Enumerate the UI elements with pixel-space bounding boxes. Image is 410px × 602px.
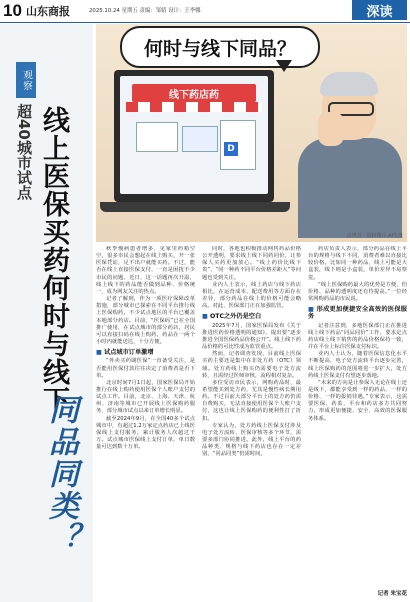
paragraph: “线上医保购药最大的优势是方便，但价格、品种的透明度还有待提高。”一位经常网购药品的市民说。: [308, 281, 407, 303]
subheading-text: 试点城市订单激增: [104, 349, 154, 357]
header-rule: [0, 22, 410, 23]
paragraph: 药店负责人表示，部分药品在线上平台的规格与线下不同，消费者难以直接比较价格。比如同一种药品，线上可能是大盒装，线下则是小盒装，单价差异不易察觉。: [308, 246, 407, 281]
paper-name: 山东商报: [26, 5, 70, 18]
box-label: D: [224, 142, 238, 156]
awning-icon: [126, 102, 262, 112]
medicine-box-icon: [136, 122, 178, 152]
subheading-text: OTC之外仍是空白: [210, 313, 262, 321]
column-tag: 观察: [16, 62, 36, 98]
paragraph: 多位受访市民表示，网购药品时，最希望能买到处方药，尤其是慢性病长期用药。不过目前大部分平台上的处方药仍需自费购买，无法直接使用医保个人账户支付，这也让线上医保购药的便利性打了折扣。: [202, 379, 301, 422]
illustration: [96, 24, 407, 242]
paragraph: 同时，各地也积极推动网售药品价格公开透明，要求线上线下同药同价，让参保人买药更加放心。“线上药价比线下贵”、“同一种药不同平台价格差距大”等问题也受到关注。: [202, 246, 301, 281]
paragraph: “外卖买药刷医保”一直备受关注，是否能用医保付款往往决定了消费者是否下单。: [96, 358, 195, 379]
headline-column: [0, 24, 93, 602]
speech-bubble-tail: [276, 60, 292, 72]
illustration-credit: 许世昌 · 资料图片 AI生成: [346, 233, 403, 239]
article-body: [96, 246, 407, 598]
text-column-2: [202, 246, 301, 598]
paragraph: 2025年7月，国家医保局发布《关于推进医药价格透明的通知》，提出要“逐步推进全国医保药品价格公开”。线上线下药品价格的可比性成为监管重点。: [202, 322, 301, 351]
paragraph: 专家认为，处方药线上医保支付涉及电子处方流转、医保审核等多个环节，需要多部门协同推进。此外，线上平台的药品种类、规格与线下药店也存在一定差别，“同品同类”仍需时间。: [202, 422, 301, 458]
speech-bubble: 何时与线下同品？: [120, 26, 320, 68]
paragraph: “未来的方向是让参保人无论在线上还是线下，都能享受到一样的药品、一样的价格、一样的报销待遇。”专家表示，这需要医保、药监、平台和药店多方共同努力，形成更加便捷、安全、高效的医保服务体系。: [308, 379, 407, 422]
issue-meta: 2025.10.24 星期五 责编：邹婧 设计：王李娜: [89, 8, 201, 14]
paragraph: 记者注意到，多地医保部门正在推进线上线下药品“同品同价”工作，要求定点药店线上线下销售的药品价格保持一致，并在平台上标注医保支付标识。: [308, 322, 407, 351]
person-hair: [320, 72, 378, 96]
pharmacy-sign: 线下药店药: [132, 84, 256, 102]
text-column-1: [96, 246, 195, 598]
person-body: [298, 138, 402, 238]
text-column-3: [308, 246, 407, 598]
subheading-text: 形成更加便捷安全高效的医保服务: [308, 306, 407, 321]
paragraph: 业内人士认为，随着医保信息化水平不断提高，电子处方流转平台逐步完善，线上医保购药的范围将进一步扩大，处方药线上医保支付有望逐步落地。: [308, 351, 407, 379]
page-number: 10: [3, 1, 22, 20]
paragraph: 业内人士表示，线上药店与线下药店相比，在运营成本、配送费用等方面存在差异，部分药品在线上的价格可能会略高。对此，医保部门正在加强监管。: [202, 281, 301, 310]
headline-title: 线上医保买药何时与线下: [38, 106, 69, 414]
paragraph: 记者了解到，作为一项医疗保障改革措施，部分城市已探索在不同平台推行线上医保购药，不少试点地区的平台已覆盖本地部分药店。目前，“医保码”已在全国推广使用，在试点城市的部分药店，居民可以直接扫码在线上购药，药品在一两个小时内就能送达，十分方便。: [96, 296, 195, 346]
medicine-box-icon: [182, 126, 218, 152]
subheading: ■ 试点城市订单激增: [96, 349, 154, 357]
person-hand: [318, 112, 344, 146]
headline-handwritten: 同品同类？: [43, 394, 78, 554]
paragraph: 北京时间7月1日起，国家医保局开始推行在线上购药使用医保个人账户支付的试点工作。目前，北京、上海、天津、杭州、济南等城市已开展线上医保购药服务，部分城市试点以来订单增长明显。: [96, 379, 195, 415]
paragraph: 然而，记者调查发现，目前线上医保买药主要还是集中在非处方药（OTC）领域。处方药线上购买仍需要电子处方流转，且需经过医师审核，流程相对复杂。: [202, 351, 301, 379]
paragraph: 秋季慢病患者增多，见家里药箱空空，很多市民会想起在线上购买，开一张医保凭证，足不出户就能买药。不过，能否在线上直接医保支付，一直是困扰不少市民的问题。近日，这一话题再次升温，线上线下的药品能否做到品种、价格统一，成为网友关注的热点。: [96, 246, 195, 295]
laptop-base: [100, 202, 290, 212]
headline-subtitle: 超40城市试点: [15, 104, 33, 200]
subheading: ■ 形成更加便捷安全高效的医保服务: [308, 306, 407, 321]
masthead: [0, 0, 410, 22]
laptop-screen: [120, 76, 268, 194]
byline: 记者 朱宝花: [377, 590, 407, 597]
person-illustration: [292, 68, 404, 238]
section-badge: 深读: [352, 0, 407, 20]
paragraph: 截至2024年9月，在全国40多个试点城市中，有超过1.2万家定点药店已上线医保线上支付服务，累计服务人次超过千万。试点城市医保线上支付订单，单日数量可达到数十万单。: [96, 415, 195, 451]
subheading: ■ OTC之外仍是空白: [202, 313, 262, 321]
